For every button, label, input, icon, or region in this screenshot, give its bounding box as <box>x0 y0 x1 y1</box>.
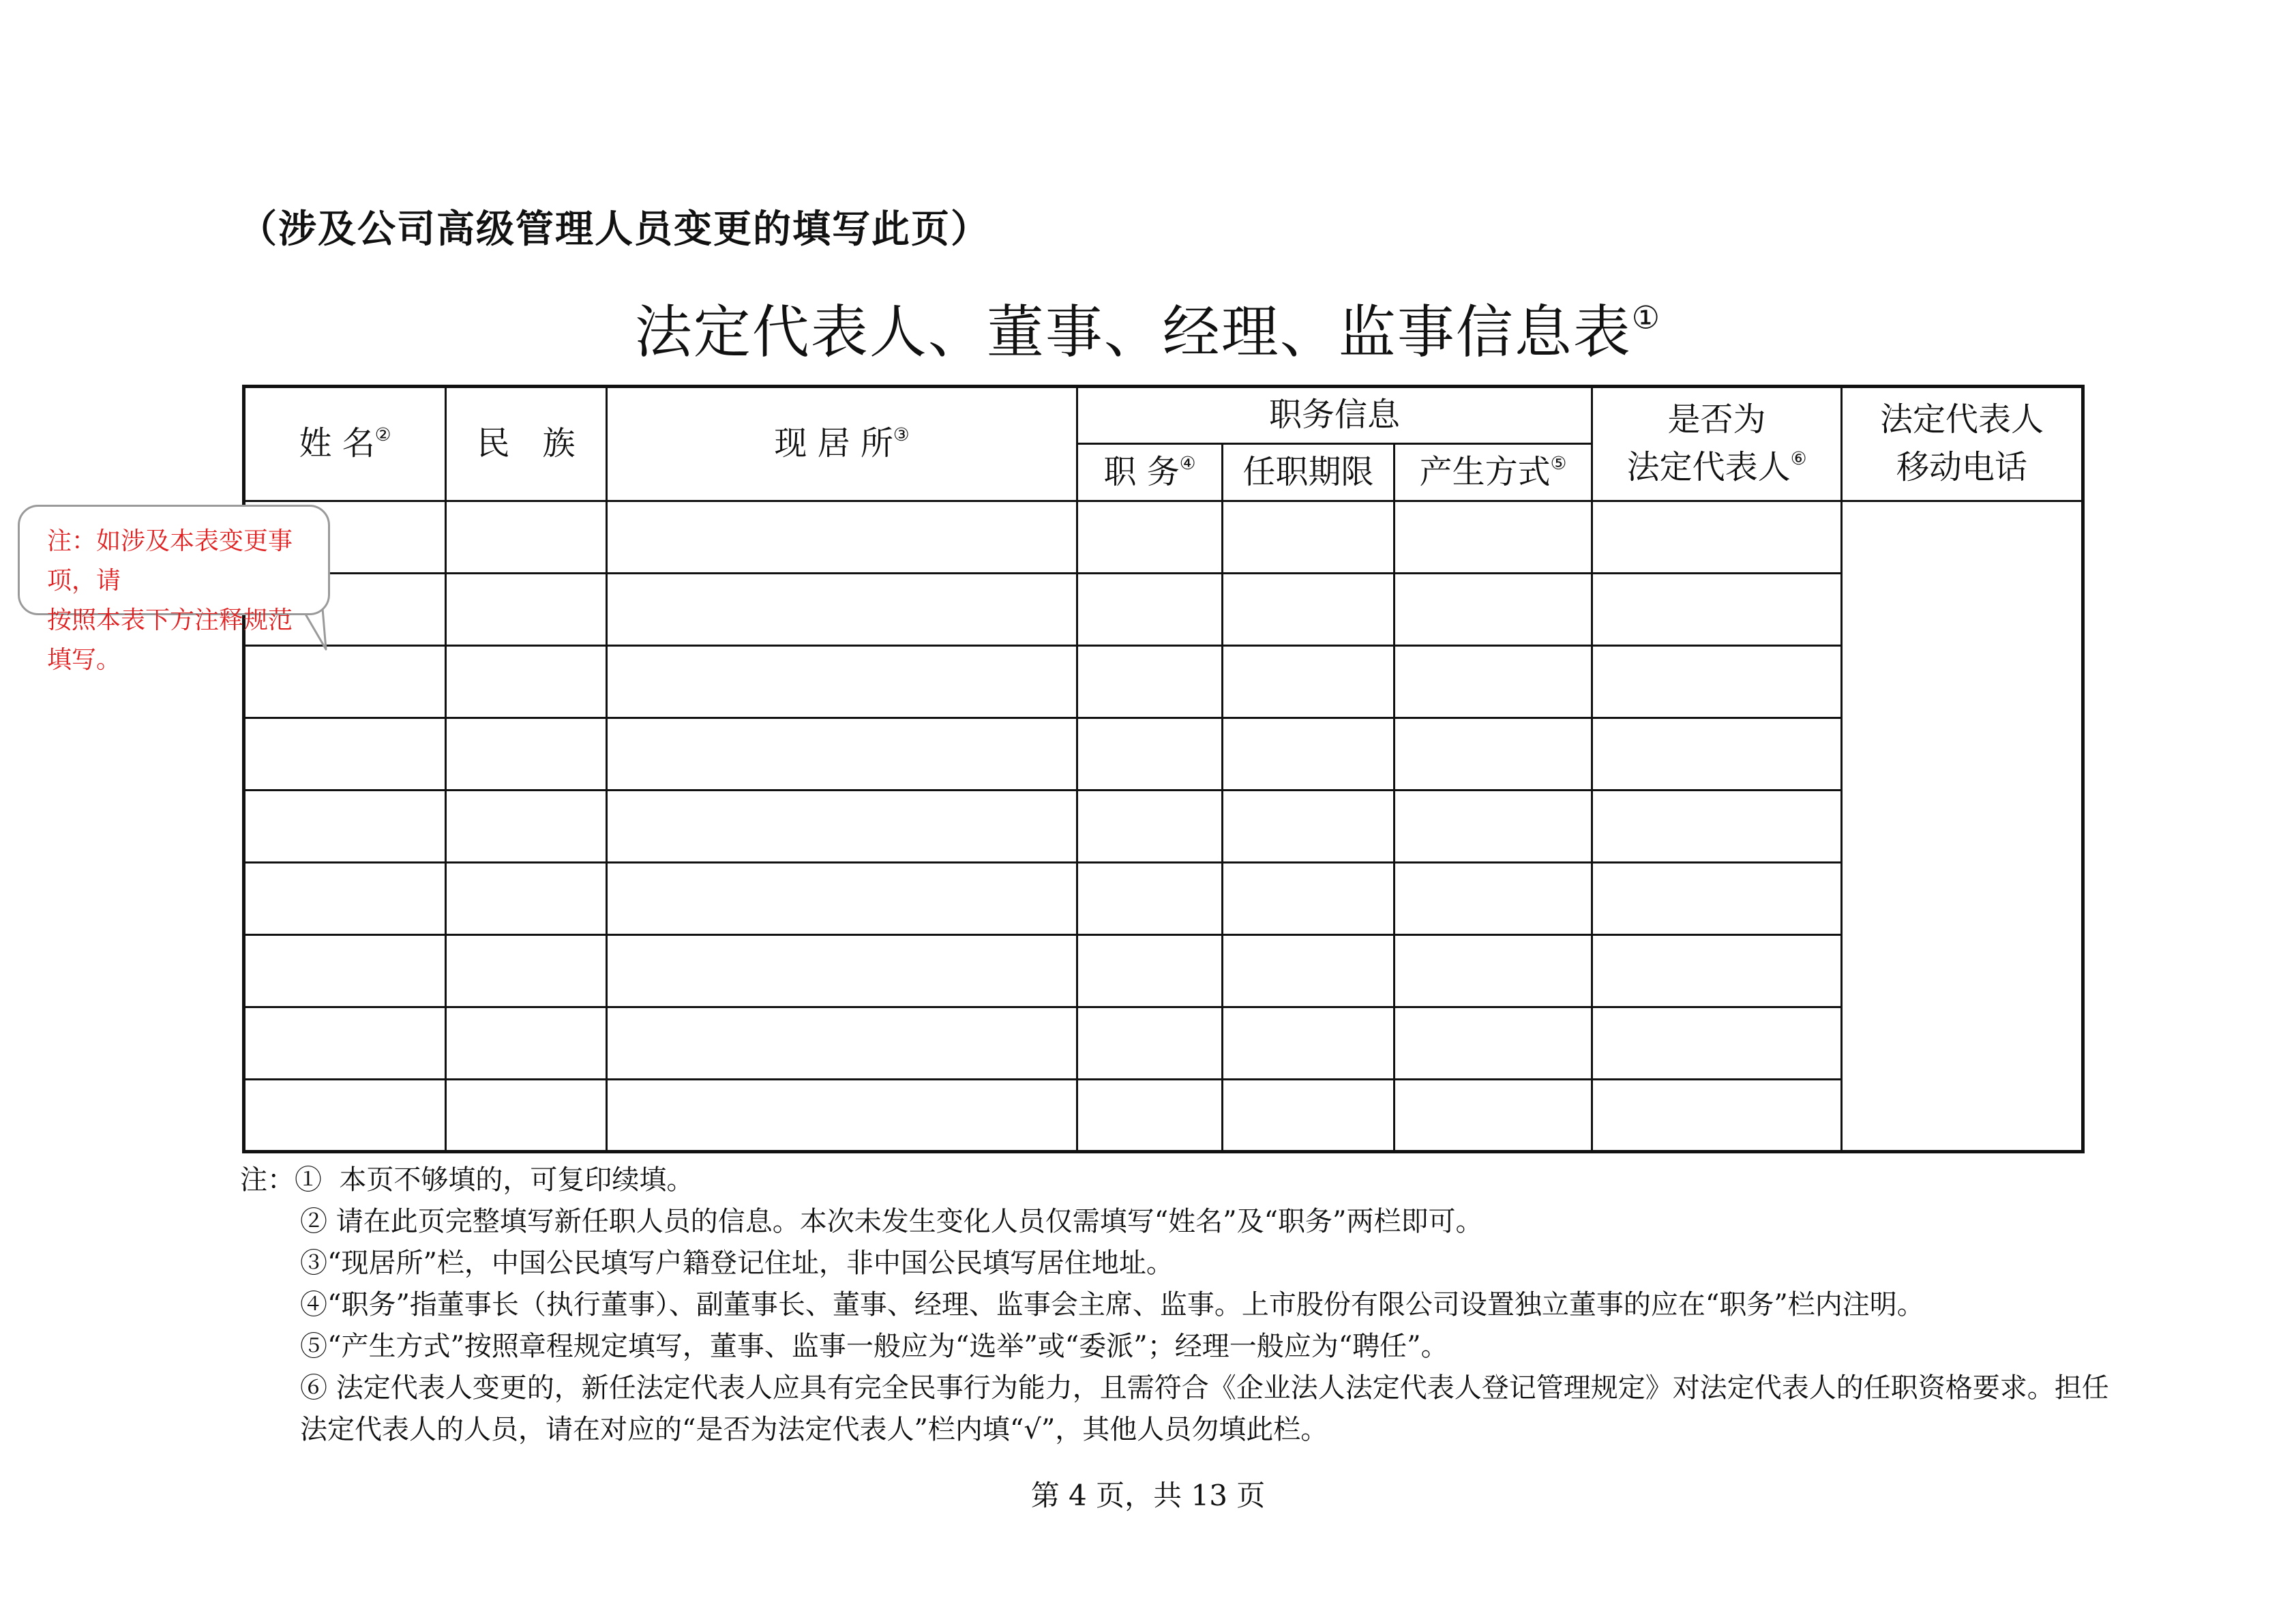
ethnicity-cell[interactable] <box>446 1007 607 1080</box>
method-cell[interactable] <box>1395 791 1592 863</box>
header-method: 产生方式⑤ <box>1395 444 1592 501</box>
callout-line-1: 注：如涉及本表变更事项，请 <box>47 527 293 595</box>
footnote-5: ⑤“产生方式”按照章程规定填写，董事、监事一般应为“选举”或“委派”；经理一般应为“聘任”。 <box>300 1331 1448 1362</box>
name-cell[interactable] <box>244 718 446 791</box>
is-legal-rep-cell[interactable] <box>1592 863 1842 935</box>
method-cell[interactable] <box>1395 935 1592 1007</box>
header-term: 任职期限 <box>1223 444 1395 501</box>
residence-cell[interactable] <box>607 718 1077 791</box>
term-cell[interactable] <box>1223 1080 1395 1152</box>
residence-cell[interactable] <box>607 501 1077 574</box>
header-is-legal-rep: 是否为 法定代表人⑥ <box>1592 387 1842 501</box>
position-cell[interactable] <box>1077 501 1223 574</box>
is-legal-rep-cell[interactable] <box>1592 935 1842 1007</box>
table-row <box>244 1080 2083 1152</box>
footnote-4: ④“职务”指董事长（执行董事）、副董事长、董事、经理、监事会主席、监事。上市股份有限公司设置独立董事的应在“职务”栏内注明。 <box>300 1289 1924 1320</box>
residence-cell[interactable] <box>607 791 1077 863</box>
position-cell[interactable] <box>1077 718 1223 791</box>
officer-info-table <box>242 385 2085 1153</box>
ethnicity-cell[interactable] <box>446 863 607 935</box>
footnote-6: ⑥ 法定代表人变更的，新任法定代表人应具有完全民事行为能力，且需符合《企业法人法定代表人登记管理规定》对法定代表人的任职资格要求。担任法定代表人的人员，请在对应的“是否为法定代表人”栏内填“√”，其他人员勿填此栏。 <box>300 1372 2109 1445</box>
header-name-marker: ② <box>374 424 391 446</box>
ethnicity-cell[interactable] <box>446 646 607 718</box>
footnote-2: ② 请在此页完整填写新任职人员的信息。本次未发生变化人员仅需填写“姓名”及“职务”两栏即可。 <box>300 1206 1483 1237</box>
header-method-marker: ⑤ <box>1550 452 1567 474</box>
header-legal-rep-phone: 法定代表人 移动电话 <box>1842 387 2083 501</box>
title-footnote-marker: ① <box>1631 299 1662 336</box>
is-legal-rep-cell[interactable] <box>1592 501 1842 574</box>
method-cell[interactable] <box>1395 646 1592 718</box>
table-row <box>244 791 2083 863</box>
header-residence-marker: ③ <box>893 424 910 446</box>
term-cell[interactable] <box>1223 1007 1395 1080</box>
header-name: 姓 名② <box>244 387 446 501</box>
table-row <box>244 718 2083 791</box>
ethnicity-cell[interactable] <box>446 574 607 646</box>
name-cell[interactable] <box>244 935 446 1007</box>
residence-cell[interactable] <box>607 1007 1077 1080</box>
position-cell[interactable] <box>1077 1007 1223 1080</box>
table-row <box>244 646 2083 718</box>
is-legal-rep-cell[interactable] <box>1592 574 1842 646</box>
term-cell[interactable] <box>1223 501 1395 574</box>
residence-cell[interactable] <box>607 574 1077 646</box>
position-cell[interactable] <box>1077 863 1223 935</box>
method-cell[interactable] <box>1395 1080 1592 1152</box>
position-cell[interactable] <box>1077 574 1223 646</box>
page-subtitle: （涉及公司高级管理人员变更的填写此页） <box>239 207 990 252</box>
residence-cell[interactable] <box>607 1080 1077 1152</box>
is-legal-rep-cell[interactable] <box>1592 791 1842 863</box>
footnotes <box>240 1160 2122 1451</box>
header-ethnicity: 民 族 <box>446 387 607 501</box>
ethnicity-cell[interactable] <box>446 791 607 863</box>
table-row <box>244 574 2083 646</box>
header-residence: 现 居 所③ <box>607 387 1077 501</box>
ethnicity-cell[interactable] <box>446 718 607 791</box>
is-legal-rep-cell[interactable] <box>1592 1007 1842 1080</box>
header-position-marker: ④ <box>1179 452 1196 474</box>
name-cell[interactable] <box>244 1080 446 1152</box>
residence-cell[interactable] <box>607 863 1077 935</box>
ethnicity-cell[interactable] <box>446 501 607 574</box>
is-legal-rep-cell[interactable] <box>1592 1080 1842 1152</box>
footnote-3: ③“现居所”栏，中国公民填写户籍登记住址，非中国公民填写居住地址。 <box>300 1247 1174 1279</box>
term-cell[interactable] <box>1223 863 1395 935</box>
ethnicity-cell[interactable] <box>446 1080 607 1152</box>
term-cell[interactable] <box>1223 574 1395 646</box>
form-title-text: 法定代表人、董事、经理、监事信息表 <box>634 299 1632 366</box>
header-position: 职 务④ <box>1077 444 1223 501</box>
name-cell[interactable] <box>244 1007 446 1080</box>
method-cell[interactable] <box>1395 1007 1592 1080</box>
method-cell[interactable] <box>1395 863 1592 935</box>
table-row <box>244 935 2083 1007</box>
header-is-legal-rep-marker: ⑥ <box>1790 448 1807 470</box>
position-cell[interactable] <box>1077 935 1223 1007</box>
name-cell[interactable] <box>244 791 446 863</box>
footnote-1: 注：① 本页不够填的，可复印续填。 <box>240 1164 694 1196</box>
term-cell[interactable] <box>1223 935 1395 1007</box>
table-row <box>244 863 2083 935</box>
callout-line-2: 按照本表下方注释规范填写。 <box>47 606 293 674</box>
term-cell[interactable] <box>1223 718 1395 791</box>
term-cell[interactable] <box>1223 791 1395 863</box>
method-cell[interactable] <box>1395 501 1592 574</box>
table-row <box>244 501 2083 574</box>
header-position-info: 职务信息 <box>1077 387 1592 444</box>
residence-cell[interactable] <box>607 646 1077 718</box>
ethnicity-cell[interactable] <box>446 935 607 1007</box>
table-row <box>244 1007 2083 1080</box>
form-title <box>0 286 2296 369</box>
method-cell[interactable] <box>1395 718 1592 791</box>
annotation-callout <box>18 505 330 674</box>
is-legal-rep-cell[interactable] <box>1592 718 1842 791</box>
name-cell[interactable] <box>244 863 446 935</box>
page-number: 第 4 页，共 13 页 <box>1030 1479 1266 1512</box>
method-cell[interactable] <box>1395 574 1592 646</box>
term-cell[interactable] <box>1223 646 1395 718</box>
position-cell[interactable] <box>1077 1080 1223 1152</box>
is-legal-rep-cell[interactable] <box>1592 646 1842 718</box>
position-cell[interactable] <box>1077 646 1223 718</box>
position-cell[interactable] <box>1077 791 1223 863</box>
residence-cell[interactable] <box>607 935 1077 1007</box>
legal-rep-phone-cell[interactable] <box>1842 501 2083 1152</box>
